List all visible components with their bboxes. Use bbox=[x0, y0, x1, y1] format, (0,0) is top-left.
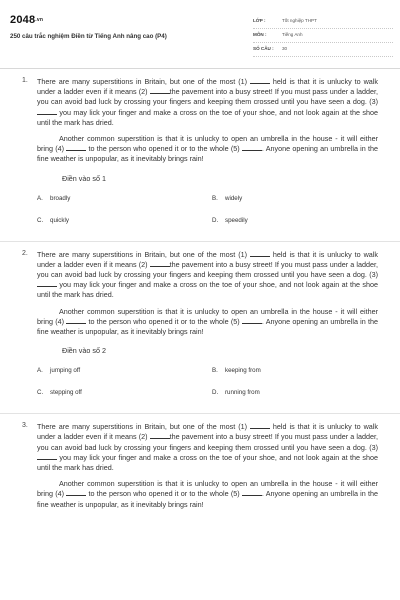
blank-1 bbox=[250, 77, 270, 84]
blank-4 bbox=[66, 144, 86, 151]
logo-tld: .vn bbox=[35, 17, 44, 24]
option-c[interactable]: C. quickly bbox=[37, 216, 69, 224]
question-divider bbox=[0, 413, 400, 414]
question-number: 1. bbox=[22, 77, 28, 84]
blank-3 bbox=[37, 453, 57, 460]
passage-paragraph-1: There are many superstitions in Britain, but one of the most (1) held is that it is unlucky to walk under a ladder even if it means (2) the pavement into a busy street! If you must pass under a ladder, you can avoid bad luck by crossing your fingers and keeping them crossed until you have seen a dog. (3) you may lick your finger and make a cross on the toe of your shoe, and not look again at the shoe until the mark has dried. bbox=[37, 422, 379, 473]
meta-key: SỐ CÂU : bbox=[253, 46, 274, 51]
blank-2 bbox=[150, 87, 170, 94]
question-passage bbox=[37, 250, 378, 338]
blank-5 bbox=[242, 144, 262, 151]
option-b[interactable]: B. widely bbox=[212, 194, 243, 202]
blank-1 bbox=[250, 250, 270, 257]
question-prompt: Điền vào số 2 bbox=[62, 346, 106, 356]
blank-5 bbox=[242, 317, 262, 324]
question-number: 2. bbox=[22, 249, 28, 257]
blank-2 bbox=[150, 432, 170, 439]
logo-text: 2048 bbox=[10, 14, 36, 26]
option-a[interactable]: A. jumping off bbox=[37, 367, 81, 375]
meta-row-grade bbox=[253, 15, 393, 29]
blank-5 bbox=[242, 489, 262, 496]
site-logo[interactable] bbox=[10, 14, 43, 26]
passage-paragraph-2: Another common superstition is that it is unlucky to open an umbrella in the house - it will either bring (4) to the person who opened it or to the whole (5) . Anyone opening an umbrella in the fine weather is unpopular, as it inevitably brings rain! bbox=[37, 306, 379, 337]
question-list bbox=[0, 77, 400, 510]
meta-key: MÔN : bbox=[253, 32, 267, 37]
question-1 bbox=[22, 77, 378, 235]
meta-row-count bbox=[253, 43, 393, 57]
question-passage bbox=[37, 422, 378, 510]
passage-paragraph-2: Another common superstition is that it is unlucky to open an umbrella in the house - it will either bring (4) to the person who opened it or to the whole (5) . Anyone opening an umbrella in the fine weather is unpopular, as it inevitably brings rain! bbox=[37, 134, 379, 164]
blank-1 bbox=[250, 422, 270, 429]
question-divider bbox=[0, 241, 400, 242]
question-2 bbox=[22, 250, 378, 408]
meta-key: LỚP : bbox=[253, 18, 266, 23]
meta-value: 30 bbox=[282, 46, 288, 51]
blank-4 bbox=[66, 317, 86, 324]
meta-value: Tiếng Anh bbox=[282, 32, 303, 37]
option-b[interactable]: B. keeping from bbox=[212, 367, 261, 375]
blank-2 bbox=[150, 260, 170, 267]
meta-row-subject bbox=[253, 29, 393, 43]
option-c[interactable]: C. stepping off bbox=[37, 389, 82, 397]
passage-paragraph-1: There are many superstitions in Britain, but one of the most (1) held is that it is unlucky to walk under a ladder even if it means (2) the pavement into a busy street! If you must pass under a ladder, you can avoid bad luck by crossing your fingers and keeping them crossed until you have seen a dog. (3) you may lick your finger and make a cross on the toe of your shoe, and not look again at the shoe until the mark has dried. bbox=[37, 77, 379, 127]
page-header bbox=[0, 0, 400, 69]
question-number: 3. bbox=[22, 422, 28, 430]
option-d[interactable]: D. running from bbox=[212, 389, 260, 397]
blank-3 bbox=[37, 280, 57, 287]
question-passage bbox=[37, 77, 378, 165]
option-d[interactable]: D. speedily bbox=[212, 216, 248, 224]
document-meta bbox=[253, 15, 393, 57]
blank-4 bbox=[66, 489, 86, 496]
question-prompt: Điền vào số 1 bbox=[62, 173, 106, 183]
answer-options bbox=[22, 367, 378, 407]
document-title: 250 câu trắc nghiệm Điền từ Tiếng Anh nâng cao (P4) bbox=[10, 33, 167, 40]
passage-paragraph-1: There are many superstitions in Britain, but one of the most (1) held is that it is unlucky to walk under a ladder even if it means (2) the pavement into a busy street! If you must pass under a ladder, you can avoid bad luck by crossing your fingers and keeping them crossed until you have seen a dog. (3) you may lick your finger and make a cross on the toe of your shoe, and not look again at the shoe until the mark has dried. bbox=[37, 249, 379, 300]
answer-options bbox=[22, 195, 378, 235]
passage-paragraph-2: Another common superstition is that it is unlucky to open an umbrella in the house - it will either bring (4) to the person who opened it or to the whole (5) . Anyone opening an umbrella in the fine weather is unpopular, as it inevitably brings rain! bbox=[37, 479, 379, 509]
question-3 bbox=[22, 422, 378, 510]
meta-value: Tốt nghiệp THPT bbox=[282, 18, 317, 23]
blank-3 bbox=[37, 108, 57, 115]
option-a[interactable]: A. broadly bbox=[37, 194, 71, 202]
